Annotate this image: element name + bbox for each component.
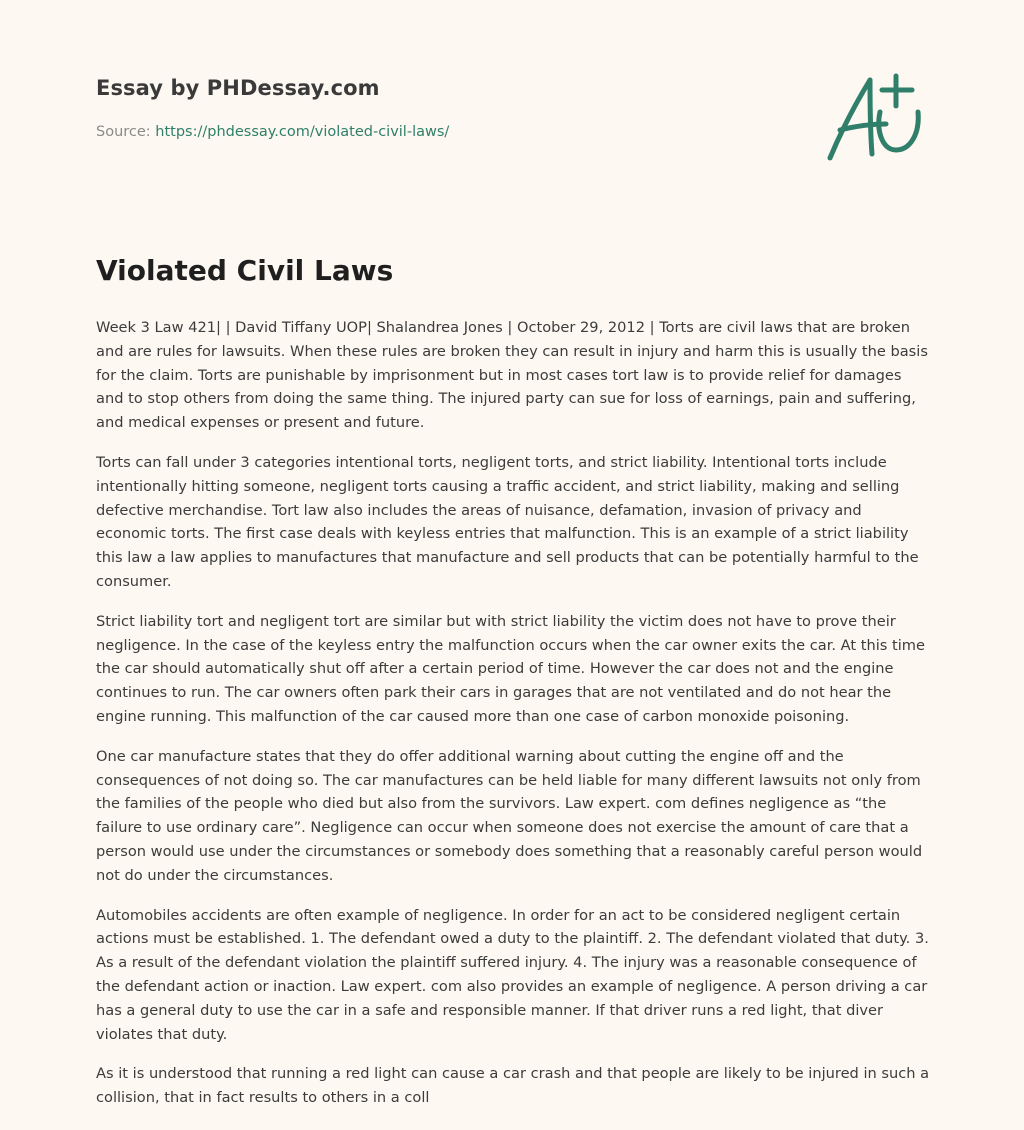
source-link[interactable]: https://phdessay.com/violated-civil-laws/ (155, 124, 450, 140)
source-line (96, 124, 449, 140)
essay-title: Violated Civil Laws (96, 254, 394, 287)
paragraph: One car manufacture states that they do offer additional warning about cutting the engine off and the consequences of not doing so. The car manufactures can be held liable for many different lawsuits not only from the families of the people who died but also from the survivors. Law expert. com defines negligence as “the failure to use ordinary care”. Negligence can occur when someone does not exercise the amount of care that a person would use under the circumstances or somebody does something that a reasonably careful person would not do under the circumstances. (96, 747, 923, 884)
source-label: Source: (96, 124, 151, 140)
paragraph: As it is understood that running a red light can cause a car crash and that people are likely to be injured in such a collision, that in fact results to others in a coll (96, 1065, 930, 1107)
paragraph: Torts can fall under 3 categories intentional torts, negligent torts, and strict liability. Intentional torts include intentionally hitting someone, negligent torts causing a traffic accident, and strict liability, making and selling defective merchandise. Tort law also includes the areas of nuisance, defamation, invasion of privacy and economic torts. The first case deals with keyless entries that malfunction. This is an example of a strict liability this law a law applies to manufactures that manufacture and sell products that can be potentially harmful to the consumer. (96, 453, 919, 590)
a-plus-logo-icon (826, 68, 926, 164)
essay-body (96, 316, 930, 1126)
paragraph: Automobiles accidents are often example of negligence. In order for an act to be considered negligent certain actions must be established. 1. The defendant owed a duty to the plaintiff. 2. The defendant violated that duty. 3. As a result of the defendant violation the plaintiff suffered injury. 4. The injury was a reasonable consequence of the defendant action or inaction. Law expert. com also provides an example of negligence. A person driving a car has a general duty to use the car in a safe and responsible manner. If that driver runs a red light, that diver violates that duty. (96, 906, 929, 1043)
paragraph: Strict liability tort and negligent tort are similar but with strict liability the victim does not have to prove their negligence. In the case of the keyless entry the malfunction occurs when the car owner exits the car. At this time the car should automatically shut off after a certain period of time. However the car does not and the engine continues to run. The car owners often park their cars in garages that are not ventilated and do not hear the engine running. This malfunction of the car caused more than one case of carbon monoxide poisoning. (96, 612, 925, 725)
paragraph: Week 3 Law 421| | David Tiffany UOP| Shalandrea Jones | October 29, 2012 | Torts are civil laws that are broken and are rules for lawsuits. When these rules are broken they can result in injury and harm this is usually the basis for the claim. Torts are punishable by imprisonment but in most cases tort law is to provide relief for damages and to stop others from doing the same thing. The injured party can sue for loss of earnings, pain and suffering, and medical expenses or present and future. (96, 319, 928, 432)
site-brand: Essay by PHDessay.com (96, 76, 380, 100)
